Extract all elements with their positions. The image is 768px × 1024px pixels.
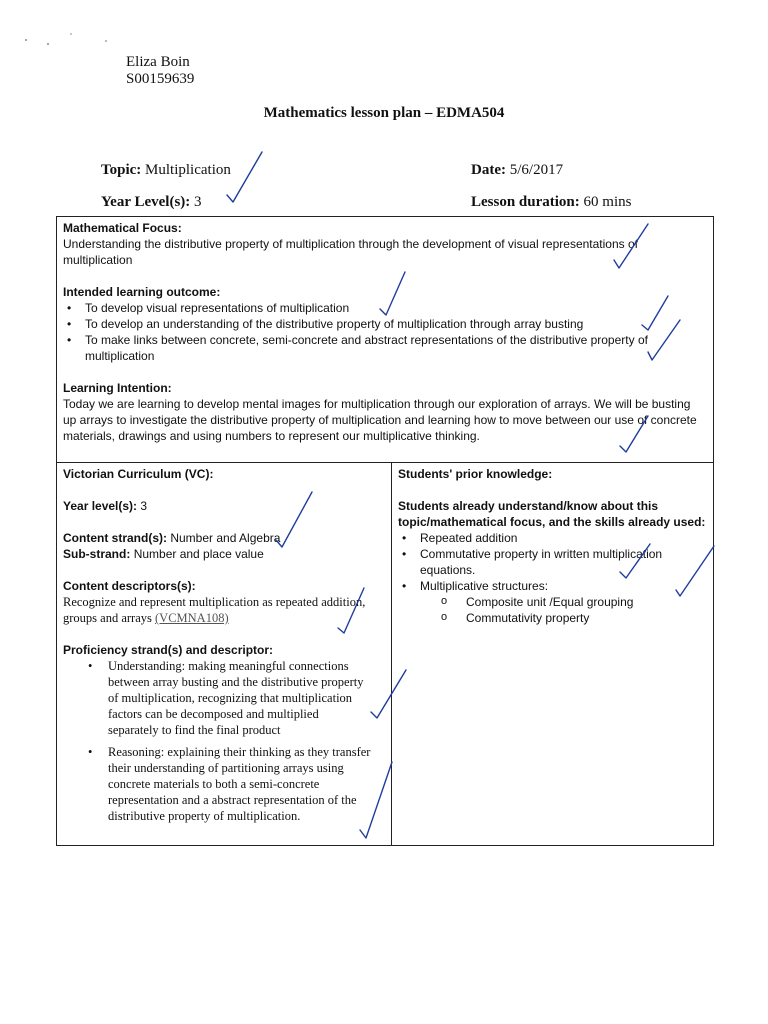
lesson-plan-table <box>56 216 714 846</box>
content-strand <box>63 530 385 546</box>
curriculum-cell <box>57 463 392 845</box>
scan-speck-icon <box>70 33 72 35</box>
prior-subitem: o Composite unit /Equal grouping <box>466 594 707 610</box>
meta-left <box>101 154 231 218</box>
date-label: Date: <box>471 162 506 178</box>
outcome-item: • To make links between concrete, semi-concrete and abstract representations of the distributive property of multiplication <box>85 332 707 364</box>
outcome-item: • To develop an understanding of the distributive property of multiplication through array busting <box>85 316 707 332</box>
check-mark-icon <box>227 152 262 202</box>
intention-heading: Learning Intention: <box>63 381 172 395</box>
focus-text: Understanding the distributive property of multiplication through the development of visual representations of multiplication <box>63 237 638 267</box>
sub-strand-value: Number and place value <box>133 547 264 561</box>
proficiency-item: • Reasoning: explaining their thinking as they transfer their understanding of partitioning arrays using concrete materials to both a semi-concrete representation and a abstract representation of the distributive property of multiplication. <box>108 744 385 824</box>
proficiency-heading: Proficiency strand(s) and descriptor: <box>63 643 274 657</box>
prior-subitem: o Commutativity property <box>466 610 707 626</box>
student-id: S00159639 <box>126 71 195 87</box>
topic-value: Multiplication <box>145 162 231 178</box>
topic-row <box>101 154 231 186</box>
curriculum-year-value: 3 <box>140 499 148 513</box>
duration-value: 60 mins <box>583 194 632 210</box>
curriculum-year-label: Year level(s): <box>63 499 138 513</box>
date-row <box>471 154 631 186</box>
proficiency-item: • Understanding: making meaningful connections between array busting and the distributive property of multiplication, recognizing that multiplication factors can be decomposed and multiplied separately to find the final product <box>108 658 385 738</box>
page-title: Mathematics lesson plan – EDMA504 <box>263 105 505 121</box>
scan-speck-icon <box>25 39 27 41</box>
content-strand-value: Number and Algebra <box>170 531 281 545</box>
proficiency-block <box>63 658 385 824</box>
prior-knowledge-cell <box>392 463 713 845</box>
descriptor-heading: Content descriptors(s): <box>63 579 196 593</box>
year-label: Year Level(s): <box>101 194 191 210</box>
year-row <box>101 186 231 218</box>
curriculum-year <box>63 498 385 514</box>
author-block <box>126 54 194 88</box>
descriptor-body: Recognize and represent multiplication as repeated addition, groups and arrays <box>63 595 366 625</box>
date-value: 5/6/2017 <box>509 162 564 178</box>
prior-item: • Repeated addition <box>420 530 707 546</box>
prior-list <box>398 530 707 594</box>
scan-speck-icon <box>47 43 49 45</box>
prior-heading: Students' prior knowledge: <box>398 467 553 481</box>
prior-item: • Multiplicative structures: <box>420 578 707 594</box>
outcome-list <box>63 300 707 364</box>
prior-subheading: Students already understand/know about this topic/mathematical focus, and the skills already used: <box>398 499 706 529</box>
curriculum-heading: Victorian Curriculum (VC): <box>63 467 214 481</box>
outcome-item: • To develop visual representations of multiplication <box>85 300 707 316</box>
year-value: 3 <box>194 194 202 210</box>
descriptor-text <box>63 594 385 626</box>
scan-speck-icon <box>105 40 107 42</box>
prior-sublist <box>398 594 707 626</box>
topic-label: Topic: <box>101 162 142 178</box>
intention-text: Today we are learning to develop mental images for multiplication through our exploration of arrays. We will be busting up arrays to investigate the distributive property of multiplication and learning how to move between our use of concrete materials, drawings and using numbers to represent our multiplicative thinking. <box>63 397 697 443</box>
duration-row <box>471 186 631 218</box>
focus-heading: Mathematical Focus: <box>63 221 182 235</box>
meta-right <box>471 154 631 218</box>
sub-strand <box>63 546 385 562</box>
prior-item: • Commutative property in written multiplication equations. <box>420 546 707 578</box>
proficiency-list <box>63 658 385 824</box>
sub-strand-label: Sub-strand: <box>63 547 131 561</box>
focus-cell <box>57 217 713 463</box>
content-strand-label: Content strand(s): <box>63 531 167 545</box>
descriptor-code-link[interactable]: (VCMNA108) <box>155 611 229 625</box>
author-name: Eliza Boin <box>126 54 190 70</box>
outcome-heading: Intended learning outcome: <box>63 285 221 299</box>
duration-label: Lesson duration: <box>471 194 580 210</box>
